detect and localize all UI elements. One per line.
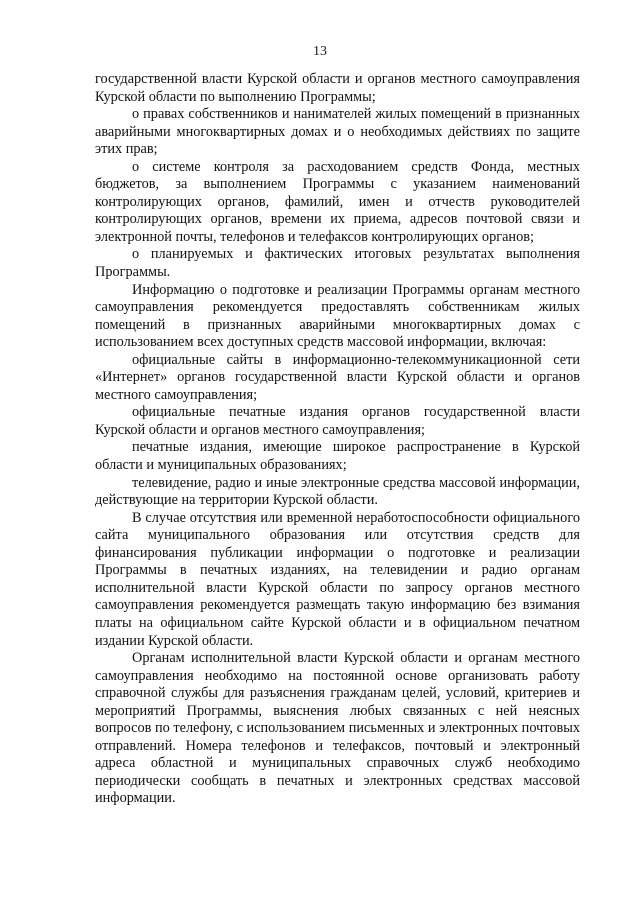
paragraph-help-service: Органам исполнительной власти Курской области и органам местного самоуправления необходимо на постоянной основе организовать работу справочной службы для разъяснения гражданам целей, условий, критериев и мероприятий Программы, выяснения любых связанных с ней неясных вопросов по телефону, с использованием письменных и электронных почтовых отправлений. Номера телефонов и телефаксов, почтовый и электронный адреса областной и муниципальных справочных служб необходимо периодически сообщать в печатных и электронных средствах массовой информации. (95, 650, 580, 807)
paragraph-owner-rights: о правах собственников и нанимателей жилых помещений в признанных аварийными многоквартирных домах и о необходимых действиях по защите этих прав; (95, 106, 580, 158)
paragraph-official-websites: официальные сайты в информационно-телекоммуникационной сети «Интернет» органов государственной власти Курской области и органов местного самоуправления; (95, 351, 580, 403)
paragraph-official-print: официальные печатные издания органов государственной власти Курской области и органов местного самоуправления; (95, 404, 580, 438)
paragraph-no-website-case: В случае отсутствия или временной неработоспособности официального сайта муниципального образования или отсутствия средств для финансирования публикации информации о подготовке и реализации Программы в печатных изданиях, на телевидении и радио органам исполнительной власти Курской области по запросу органов местного самоуправления рекомендуется размещать такую информацию без взимания платы на официальном сайте Курской области и в официальном печатном издании Курской области. (95, 509, 580, 649)
paragraph-planned-results: о планируемых и фактических итоговых результатах выполнения Программы. (95, 246, 580, 281)
paragraph-tv-radio: телевидение, радио и иные электронные средства массовой информации, действующие на территории Курской области. (95, 474, 580, 509)
document-body (95, 71, 580, 808)
page-number: 13 (313, 44, 327, 59)
paragraph-print-media: печатные издания, имеющие широкое распространение в Курской области и муниципальных образованиях; (95, 439, 580, 474)
paragraph-control-system: о системе контроля за расходованием средств Фонда, местных бюджетов, за выполнением Программы с указанием наименований контролирующих органов, фамилий, имен и отчеств руководителей контролирующих органов, времени их приема, адресов почтовой связи и электронной почты, телефонов и телефаксов контролирующих органов; (95, 158, 580, 245)
paragraph-continuation: государственной власти Курской области и органов местного самоуправления Курской области по выполнению Программы; (95, 71, 580, 105)
paragraph-information-provision: Информацию о подготовке и реализации Программы органам местного самоуправления рекомендуется предоставлять собственникам жилых помещений в признанных аварийными многоквартирных домах с использованием всех доступных средств массовой информации, включая: (95, 281, 580, 351)
